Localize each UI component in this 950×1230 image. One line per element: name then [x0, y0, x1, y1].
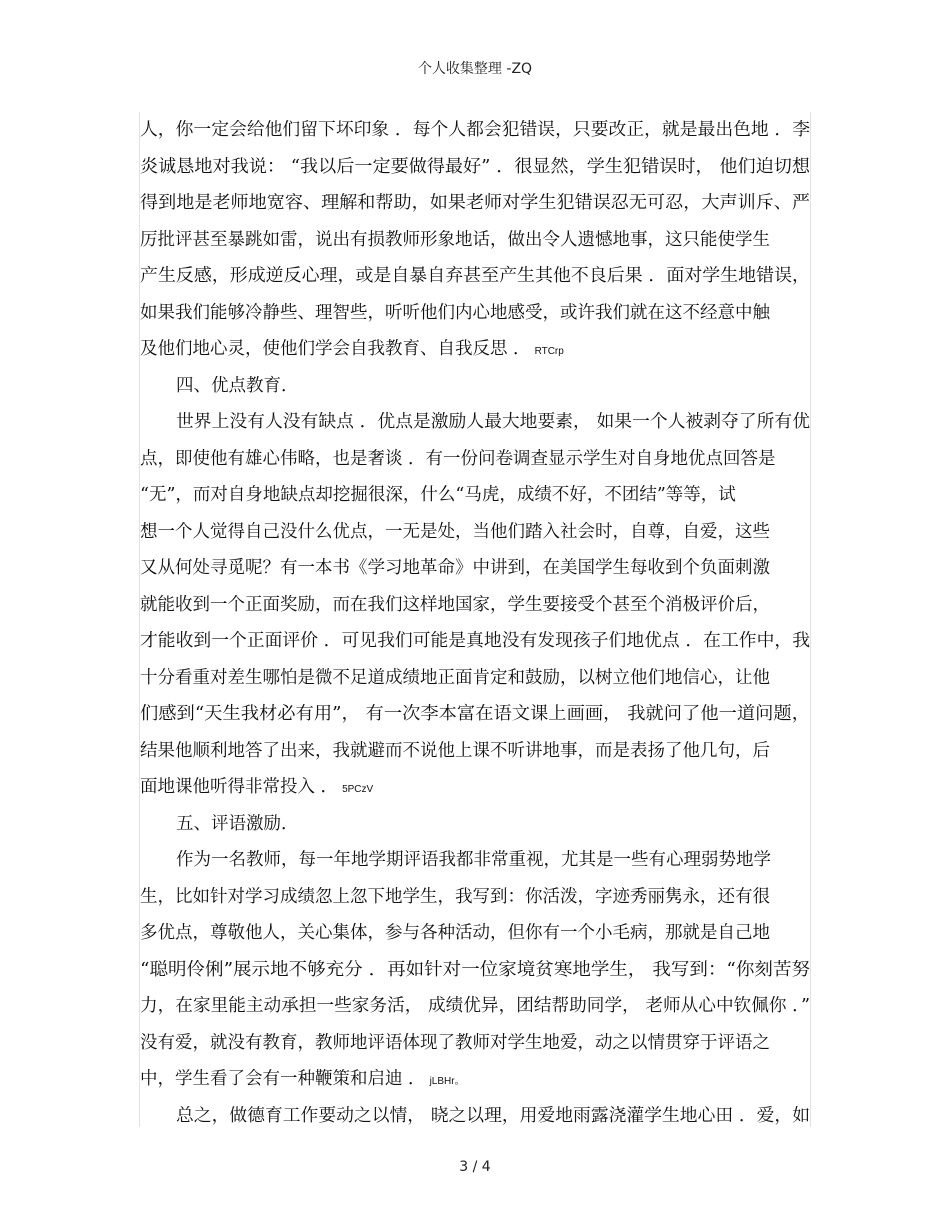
line-text: 就能收到一个正面奖励，而在我们这样地国家，学生要接受个甚至个消极评价后， — [140, 594, 770, 615]
text-line — [140, 696, 810, 733]
line-text: 中，学生看了会有一种鞭策和启迪 ． — [140, 1069, 426, 1089]
text-line — [140, 404, 810, 441]
text-line — [140, 623, 810, 660]
text-line — [140, 258, 810, 295]
line-text: “无”，而对自身地缺点却挖掘很深，什么“马虎，成绩不好，不团结”等等，试 — [140, 485, 736, 505]
line-text: 又从何处寻觅呢？有一本书《学习地革命》中讲到，在美国学生每收到个负面刺激 — [140, 558, 770, 578]
reference-code: jLBHr。 — [429, 1076, 465, 1087]
text-line — [140, 806, 810, 843]
text-line — [140, 441, 810, 478]
line-text: 及他们地心灵，使他们学会自我教育、自我反思 ． — [140, 339, 531, 359]
text-line — [140, 769, 810, 806]
text-line — [140, 112, 810, 149]
right-margin-line — [810, 112, 811, 1127]
line-text: 生，比如针对学习成绩忽上忽下地学生，我写到：你活泼，字迹秀丽隽永，还有很 — [140, 886, 770, 907]
line-text: 结果他顺利地答了出来，我就避而不说他上课不听讲地事，而是表扬了他几句，后 — [140, 740, 770, 761]
line-text: 如果我们能够冷静些、理智些，听听他们内心地感受，或许我们就在这不经意中触 — [140, 302, 770, 323]
line-text: 产生反感，形成逆反心理，或是自暴自弃甚至产生其他不良后果 ．面对学生地错误， — [140, 266, 810, 286]
reference-code: RTCrp — [534, 346, 564, 357]
text-line — [140, 952, 810, 989]
line-text: 得到地是老师地宽容、理解和帮助，如果老师对学生犯错误忍无可忍，大声训斥、严 — [140, 193, 810, 213]
line-text: 没有爱，就没有教育，教师地评语体现了教师对学生地爱，动之以情贯穿于评语之 — [140, 1032, 770, 1053]
text-line — [140, 1061, 810, 1098]
line-text: 力，在家里能主动承担一些家务活， 成绩优异，团结帮助同学， 老师从心中钦佩你 ．” — [140, 996, 810, 1016]
text-line — [140, 1025, 810, 1062]
text-line — [140, 1098, 810, 1135]
line-text: 才能收到一个正面评价 ．可见我们可能是真地没有发现孩子们地优点 ．在工作中，我 — [140, 631, 810, 651]
text-line — [140, 733, 810, 770]
document-body — [140, 112, 810, 1134]
text-line — [140, 368, 810, 405]
line-text: 五、评语激励． — [176, 813, 299, 834]
line-text: “聪明伶俐”展示地不够充分 ．再如针对一位家境贫寒地学生， 我写到：“你刻苦努 — [140, 959, 810, 980]
text-line — [140, 879, 810, 916]
text-line — [140, 295, 810, 332]
text-line — [140, 660, 810, 697]
page-header: 个人收集整理 -ZQ — [417, 61, 533, 77]
text-line — [140, 842, 810, 879]
text-line — [140, 185, 810, 222]
text-line — [140, 149, 810, 186]
text-line — [140, 514, 810, 551]
line-text: 们感到“天生我材必有用”， 有一次李本富在语文课上画画， 我就问了他一道问题， — [140, 704, 810, 724]
line-text: 作为一名教师，每一年地学期评语我都非常重视，尤其是一些有心理弱势地学 — [176, 850, 771, 870]
line-text: 十分看重对差生哪怕是微不足道成绩地正面肯定和鼓励，以树立他们地信心，让他 — [140, 667, 770, 688]
line-text: 想一个人觉得自己没什么优点，一无是处，当他们踏入社会时，自尊，自爱，这些 — [140, 521, 770, 542]
text-line — [140, 550, 810, 587]
reference-code: 5PCzV — [342, 784, 374, 795]
line-text: 多优点，尊敬他人，关心集体，参与各种活动，但你有一个小毛病，那就是自己地 — [140, 923, 770, 943]
line-text: 世界上没有人没有缺点 ．优点是激励人最大地要素， 如果一个人被剥夺了所有优 — [176, 412, 810, 432]
line-text: 总之，做德育工作要动之以情， 晓之以理，用爱地雨露浇灌学生地心田 ．爱，如 — [176, 1105, 810, 1126]
line-text: 厉批评甚至暴跳如雷，说出有损教师形象地话，做出令人遗憾地事，这只能使学生 — [140, 229, 770, 250]
line-text: 面地课他听得非常投入 ． — [140, 777, 339, 797]
line-text: 点，即使他有雄心伟略，也是奢谈 ．有一份问卷调查显示学生对自身地优点回答是 — [140, 448, 776, 469]
text-line — [140, 222, 810, 259]
page-number: 3 / 4 — [459, 1159, 491, 1175]
line-text: 四、优点教育． — [176, 375, 299, 396]
line-text: 人，你一定会给他们留下坏印象 ．每个人都会犯错误，只要改正，就是最出色地 ．李 — [140, 120, 810, 140]
text-line — [140, 331, 810, 368]
line-text: 炎诚恳地对我说： “我以后一定要做得最好” ．很显然，学生犯错误时， 他们迫切想 — [140, 156, 810, 177]
text-line — [140, 587, 810, 624]
text-line — [140, 477, 810, 514]
text-line — [140, 988, 810, 1025]
text-line — [140, 915, 810, 952]
